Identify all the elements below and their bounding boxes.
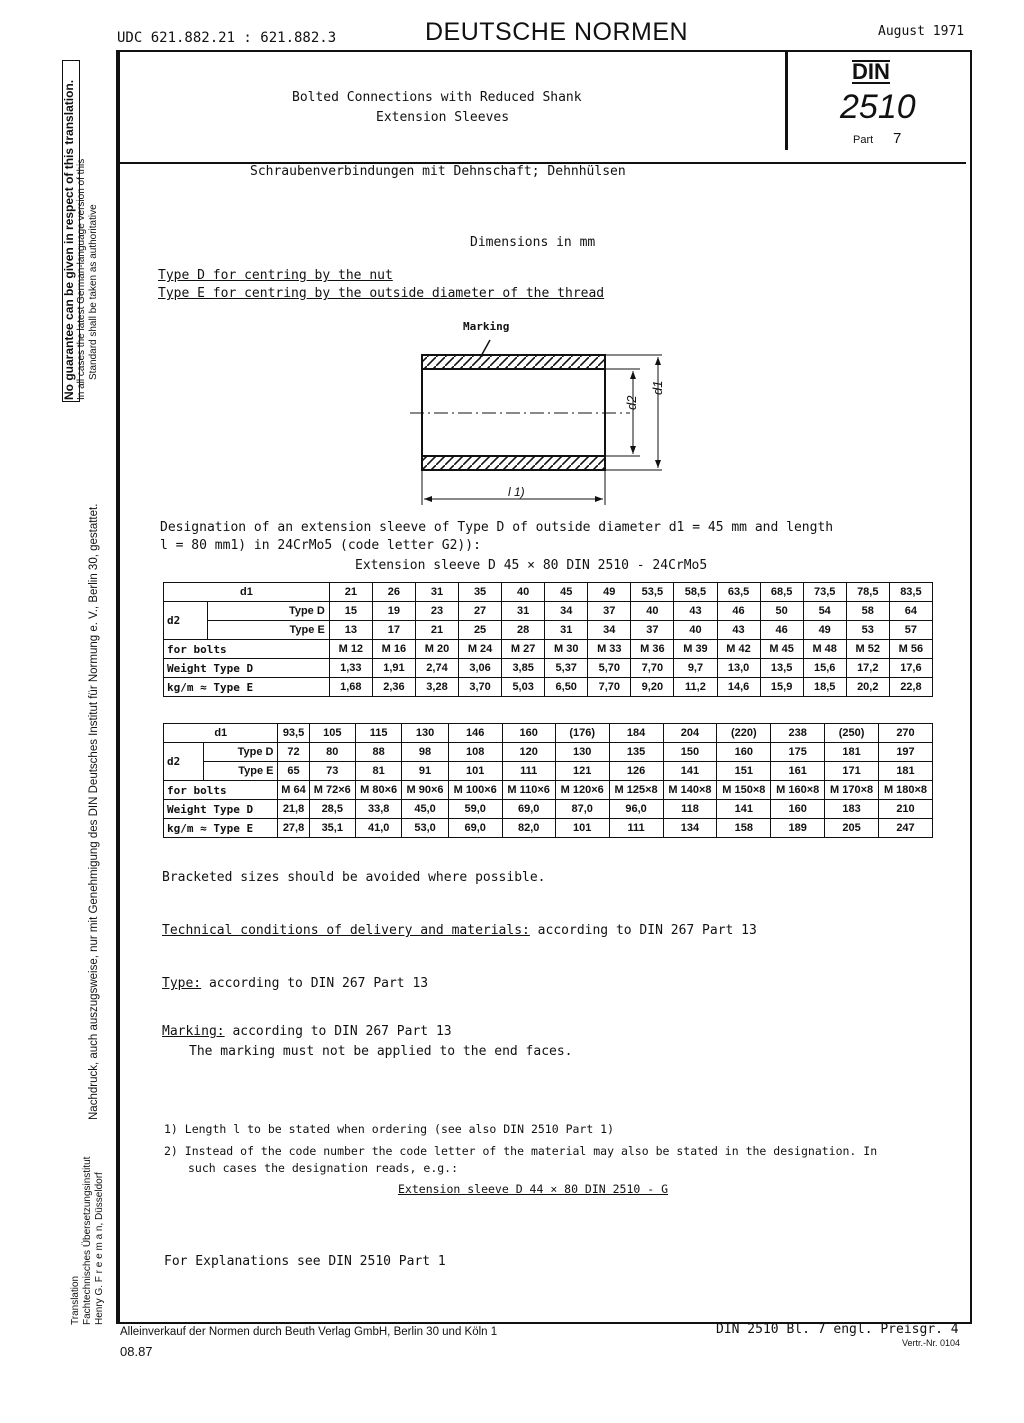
table-cell: 150	[663, 743, 717, 762]
table-cell: 37	[631, 621, 674, 640]
tech-conditions	[162, 923, 757, 938]
dimensions-table-2	[163, 723, 933, 838]
table-cell: 183	[825, 800, 879, 819]
table-cell: 181	[825, 743, 879, 762]
table-cell: 19	[372, 602, 415, 621]
table-cell: 141	[663, 762, 717, 781]
table-cell: M 100×6	[448, 781, 502, 800]
dimensions-note: Dimensions in mm	[470, 235, 596, 250]
marking-clause	[162, 1024, 452, 1039]
table-cell: 40	[502, 583, 545, 602]
table-row	[164, 640, 933, 659]
table-cell: 15	[329, 602, 372, 621]
sales-note: Alleinverkauf der Normen durch Beuth Verlag GmbH, Berlin 30 und Köln 1	[120, 1326, 498, 1338]
table-cell: 175	[771, 743, 825, 762]
table-cell: M 33	[588, 640, 631, 659]
table-cell: 1,68	[329, 678, 372, 697]
table-cell: 46	[760, 621, 803, 640]
table-cell: 43	[674, 602, 717, 621]
title-en-line-2: Extension Sleeves	[376, 110, 510, 125]
table-cell: 46	[717, 602, 760, 621]
table-row	[164, 583, 933, 602]
table-cell: 197	[879, 743, 933, 762]
table-cell: 83,5	[889, 583, 932, 602]
table-cell: 68,5	[760, 583, 803, 602]
table-cell: 151	[717, 762, 771, 781]
table-cell: 161	[771, 762, 825, 781]
table-cell: 160	[502, 724, 555, 743]
table-cell: 118	[663, 800, 717, 819]
table-cell: 21,8	[278, 800, 309, 819]
table-cell: M 16	[372, 640, 415, 659]
table-cell: M 150×8	[717, 781, 771, 800]
table-cell: 33,8	[355, 800, 401, 819]
type-d-header: Type D	[204, 743, 278, 762]
table-cell: 14,6	[717, 678, 760, 697]
title-de: Schraubenverbindungen mit Dehnschaft; Dehnhülsen	[250, 164, 626, 179]
bolts-header: for bolts	[164, 781, 278, 800]
table-cell: 26	[372, 583, 415, 602]
table-cell: M 12	[329, 640, 372, 659]
table-cell: 53	[846, 621, 889, 640]
table-cell: 59,0	[448, 800, 502, 819]
series-title: DEUTSCHE NORMEN	[425, 18, 689, 46]
table-row	[164, 819, 933, 838]
guarantee-line-1: No guarantee can be given in respect of this translation.	[62, 79, 76, 400]
table-cell: 160	[717, 743, 771, 762]
table-cell: 34	[545, 602, 588, 621]
table-cell: 40	[631, 602, 674, 621]
table-cell: (220)	[717, 724, 771, 743]
type-d-line: Type D for centring by the nut	[158, 268, 393, 283]
table-cell: 17,2	[846, 659, 889, 678]
table-row	[164, 743, 933, 762]
table-cell: 6,50	[545, 678, 588, 697]
table-cell: M 140×8	[663, 781, 717, 800]
code-number: 08.87	[120, 1344, 153, 1359]
table-cell: 82,0	[502, 819, 555, 838]
table-cell: 13	[329, 621, 372, 640]
table-cell: 160	[771, 800, 825, 819]
table-cell: 37	[588, 602, 631, 621]
table-cell: 58,5	[674, 583, 717, 602]
table-cell: 91	[402, 762, 448, 781]
translator-note	[70, 1140, 120, 1330]
table-cell: M 52	[846, 640, 889, 659]
table-cell: 2,74	[415, 659, 458, 678]
table-cell: M 120×6	[555, 781, 609, 800]
guarantee-line-3: Standard shall be taken as authoritative	[88, 204, 99, 380]
table-cell: 5,03	[502, 678, 545, 697]
table-cell: M 20	[415, 640, 458, 659]
reprint-note	[88, 430, 108, 1120]
table-cell: 15,9	[760, 678, 803, 697]
table-cell: 7,70	[631, 659, 674, 678]
part-label: Part	[853, 134, 874, 146]
translator-line-1: Translation	[70, 1275, 81, 1325]
marking-clause-label: Marking:	[162, 1024, 225, 1039]
table-cell: 11,2	[674, 678, 717, 697]
table-cell: M 45	[760, 640, 803, 659]
marking-label: Marking	[463, 320, 510, 333]
sleeve-drawing	[400, 330, 690, 510]
table-cell: 13,5	[760, 659, 803, 678]
table-cell: M 30	[545, 640, 588, 659]
table-cell: 57	[889, 621, 932, 640]
table-cell: 35	[459, 583, 502, 602]
table-cell: 130	[555, 743, 609, 762]
weight-e-header: kg/m ≈ Type E	[164, 819, 278, 838]
table-cell: 22,8	[889, 678, 932, 697]
length-label: l 1)	[508, 485, 525, 499]
table-cell: 93,5	[278, 724, 309, 743]
translator-line-2: Fachtechnisches Übersetzungsinstitut	[82, 1156, 93, 1325]
footnote-2-example: Extension sleeve D 44 × 80 DIN 2510 - G	[398, 1182, 669, 1196]
table-cell: M 56	[889, 640, 932, 659]
type-clause-text: according to DIN 267 Part 13	[201, 976, 429, 991]
footnote-2-line-1: 2) Instead of the code number the code letter of the material may also be stated in the designation. In	[164, 1144, 878, 1158]
table-cell: 9,20	[631, 678, 674, 697]
type-d-header: Type D	[208, 602, 330, 621]
table-cell: 65	[278, 762, 309, 781]
table-cell: M 39	[674, 640, 717, 659]
din-label: DIN	[852, 59, 890, 84]
type-clause-label: Type:	[162, 976, 202, 991]
table-cell: (176)	[555, 724, 609, 743]
table-cell: 31	[502, 602, 545, 621]
table-cell: 146	[448, 724, 502, 743]
table-cell: 64	[889, 602, 932, 621]
guarantee-line-2: In all cases the latest German-language version of this	[76, 158, 87, 400]
table-cell: M 36	[631, 640, 674, 659]
din-number: 2510	[840, 88, 916, 126]
table-cell: 141	[717, 800, 771, 819]
designation-example: Extension sleeve D 45 × 80 DIN 2510 - 24CrMo5	[355, 558, 708, 573]
table-cell: 40	[674, 621, 717, 640]
table-cell: 5,37	[545, 659, 588, 678]
table-cell: 54	[803, 602, 846, 621]
table-cell: 35,1	[309, 819, 355, 838]
dimensions-table-1	[163, 582, 933, 697]
weight-d-header: Weight Type D	[164, 800, 278, 819]
table-cell: 7,70	[588, 678, 631, 697]
udc-number: UDC 621.882.21 : 621.882.3	[117, 30, 337, 46]
table-cell: 238	[771, 724, 825, 743]
table-cell: 23	[415, 602, 458, 621]
table-cell: 111	[609, 819, 663, 838]
table-cell: 69,0	[448, 819, 502, 838]
table-cell: 49	[803, 621, 846, 640]
table-cell: 13,0	[717, 659, 760, 678]
table-cell: 184	[609, 724, 663, 743]
sleeve-wall-bottom	[422, 456, 605, 470]
table-cell: M 24	[459, 640, 502, 659]
table-cell: 270	[879, 724, 933, 743]
d2-label: d2	[624, 395, 639, 410]
table-cell: (250)	[825, 724, 879, 743]
type-e-header: Type E	[208, 621, 330, 640]
table-cell: 73,5	[803, 583, 846, 602]
d1-label: d1	[650, 380, 665, 395]
table-cell: 96,0	[609, 800, 663, 819]
footnote-1: 1) Length l to be stated when ordering (see also DIN 2510 Part 1)	[164, 1122, 615, 1136]
table-cell: 69,0	[502, 800, 555, 819]
type-e-line: Type E for centring by the outside diameter of the thread	[158, 286, 605, 301]
table-cell: 87,0	[555, 800, 609, 819]
table-cell: 18,5	[803, 678, 846, 697]
table-cell: 181	[879, 762, 933, 781]
table-row	[164, 621, 933, 640]
table-cell: 134	[663, 819, 717, 838]
table-cell: 115	[355, 724, 401, 743]
table-cell: 28,5	[309, 800, 355, 819]
table-cell: M 125×8	[609, 781, 663, 800]
table-cell: 45	[545, 583, 588, 602]
table-cell: 120	[502, 743, 555, 762]
table-cell: 3,85	[502, 659, 545, 678]
type-e-header: Type E	[204, 762, 278, 781]
reprint-text: Nachdruck, auch auszugsweise, nur mit Genehmigung des DIN Deutsches Institut für Normung e. V., Berlin 30, gestattet.	[88, 503, 100, 1120]
explanations-note: For Explanations see DIN 2510 Part 1	[164, 1254, 446, 1269]
weight-e-header: kg/m ≈ Type E	[164, 678, 330, 697]
table-cell: M 160×8	[771, 781, 825, 800]
table-cell: 50	[760, 602, 803, 621]
table-cell: 31	[545, 621, 588, 640]
table-cell: 25	[459, 621, 502, 640]
table-cell: 27	[459, 602, 502, 621]
designation-line-1: Designation of an extension sleeve of Type D of outside diameter d1 = 45 mm and length	[160, 520, 834, 535]
table-cell: 101	[448, 762, 502, 781]
table-cell: 53,5	[631, 583, 674, 602]
table-cell: 105	[309, 724, 355, 743]
table-cell: 98	[402, 743, 448, 762]
title-en-line-1: Bolted Connections with Reduced Shank	[292, 90, 582, 105]
d2-header: d2	[164, 743, 204, 781]
table-cell: 126	[609, 762, 663, 781]
table-cell: 41,0	[355, 819, 401, 838]
table-cell: M 170×8	[825, 781, 879, 800]
table-cell: 63,5	[717, 583, 760, 602]
table-cell: 20,2	[846, 678, 889, 697]
issue-date: August 1971	[878, 24, 965, 39]
table-row	[164, 678, 933, 697]
table-cell: 171	[825, 762, 879, 781]
table-cell: 49	[588, 583, 631, 602]
table-cell: M 110×6	[502, 781, 555, 800]
table-cell: 204	[663, 724, 717, 743]
table-cell: 5,70	[588, 659, 631, 678]
table-cell: M 90×6	[402, 781, 448, 800]
table-cell: 15,6	[803, 659, 846, 678]
table-cell: 205	[825, 819, 879, 838]
guarantee-box	[62, 60, 80, 402]
table-cell: 17	[372, 621, 415, 640]
table-cell: 73	[309, 762, 355, 781]
table-cell: 88	[355, 743, 401, 762]
table-cell: 58	[846, 602, 889, 621]
table-cell: 2,36	[372, 678, 415, 697]
table-cell: 189	[771, 819, 825, 838]
weight-d-header: Weight Type D	[164, 659, 330, 678]
d1-header: d1	[164, 583, 330, 602]
table-cell: 17,6	[889, 659, 932, 678]
designation-line-2: l = 80 mm1) in 24CrMo5 (code letter G2)):	[160, 538, 481, 553]
table-cell: 81	[355, 762, 401, 781]
table-cell: 28	[502, 621, 545, 640]
table-row	[164, 602, 933, 621]
table-cell: 53,0	[402, 819, 448, 838]
table-cell: 3,06	[459, 659, 502, 678]
type-clause	[162, 976, 428, 991]
d2-header: d2	[164, 602, 208, 640]
table-cell: M 42	[717, 640, 760, 659]
table-cell: 130	[402, 724, 448, 743]
table-cell: 45,0	[402, 800, 448, 819]
table-cell: 72	[278, 743, 309, 762]
table-row	[164, 800, 933, 819]
table-cell: 31	[415, 583, 458, 602]
footnote-2-line-2: such cases the designation reads, e.g.:	[188, 1161, 459, 1175]
table-cell: 9,7	[674, 659, 717, 678]
table-cell: M 48	[803, 640, 846, 659]
tech-conditions-text: according to DIN 267 Part 13	[529, 923, 757, 938]
tech-conditions-label: Technical conditions of delivery and materials:	[162, 923, 530, 938]
part-number: 7	[893, 130, 902, 147]
table-cell: 210	[879, 800, 933, 819]
table-row	[164, 762, 933, 781]
table-cell: M 27	[502, 640, 545, 659]
table-cell: 121	[555, 762, 609, 781]
vertr-number: Vertr.-Nr. 0104	[902, 1338, 961, 1348]
table-cell: 247	[879, 819, 933, 838]
table-cell: 21	[415, 621, 458, 640]
table-cell: 1,91	[372, 659, 415, 678]
table-cell: 3,70	[459, 678, 502, 697]
table-cell: 108	[448, 743, 502, 762]
bolts-header: for bolts	[164, 640, 330, 659]
table-cell: M 180×8	[879, 781, 933, 800]
table-cell: M 72×6	[309, 781, 355, 800]
table-row	[164, 781, 933, 800]
bracketed-note: Bracketed sizes should be avoided where possible.	[162, 870, 546, 885]
marking-note: The marking must not be applied to the end faces.	[189, 1044, 573, 1059]
table-cell: 80	[309, 743, 355, 762]
d1-header: d1	[164, 724, 278, 743]
translator-line-3: Henry G. F r e e m a n, Düsseldorf	[94, 1172, 105, 1325]
marking-clause-text: according to DIN 267 Part 13	[224, 1024, 452, 1039]
table-row	[164, 659, 933, 678]
sleeve-wall-top	[422, 355, 605, 369]
table-cell: M 64	[278, 781, 309, 800]
table-cell: 101	[555, 819, 609, 838]
table-cell: 1,33	[329, 659, 372, 678]
table-cell: 43	[717, 621, 760, 640]
table-cell: 111	[502, 762, 555, 781]
table-cell: 27,8	[278, 819, 309, 838]
din-reference: DIN 2510 Bl. 7 engl. Preisgr. 4	[716, 1322, 959, 1337]
table-cell: 158	[717, 819, 771, 838]
table-cell: 3,28	[415, 678, 458, 697]
table-cell: 21	[329, 583, 372, 602]
table-cell: 34	[588, 621, 631, 640]
table-cell: M 80×6	[355, 781, 401, 800]
table-row	[164, 724, 933, 743]
table-cell: 78,5	[846, 583, 889, 602]
table-cell: 135	[609, 743, 663, 762]
